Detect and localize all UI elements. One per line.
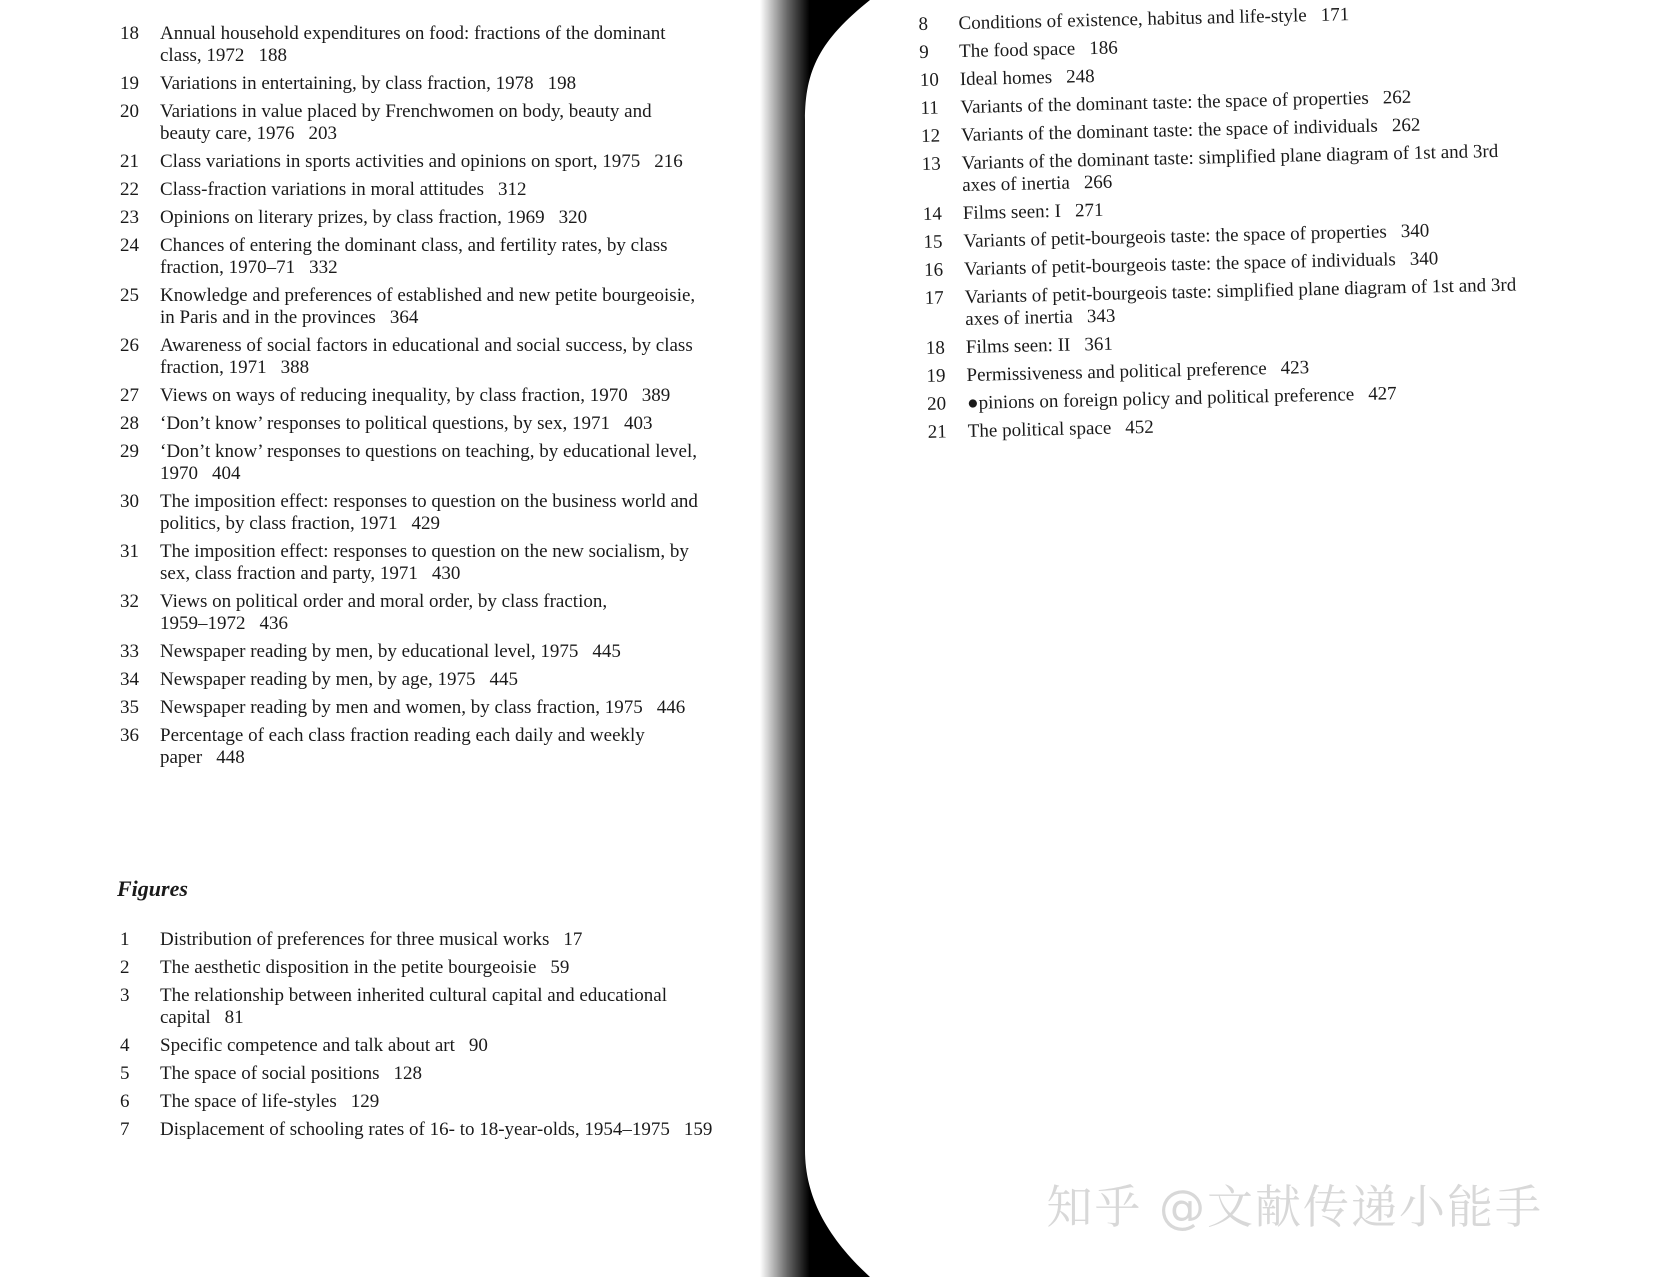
item-page-number: 90	[468, 1035, 488, 1056]
left-page	[0, 0, 770, 1277]
item-title-line1: Newspaper reading by men and women, by class fraction, 1975	[160, 697, 643, 718]
item-title-line2: fraction, 1970–71	[160, 257, 296, 278]
right-page	[830, 0, 1653, 1277]
item-page-number: 171	[1320, 4, 1350, 26]
item-number: 7	[120, 1119, 130, 1140]
item-number: 18	[925, 337, 946, 359]
item-title-line1: ‘Don’t know’ responses to questions on teaching, by educational level,	[160, 441, 697, 462]
item-title-line1: Variants of the dominant taste: the space of individuals	[960, 115, 1379, 147]
item-title-line1: The imposition effect: responses to question on the business world and	[160, 491, 698, 512]
item-number: 21	[120, 151, 139, 172]
item-title-line1: ●pinions on foreign policy and political preference	[966, 384, 1355, 414]
item-page-number: 403	[623, 413, 653, 434]
item-number: 26	[120, 335, 139, 356]
item-number: 31	[120, 541, 139, 562]
item-title-line1: Newspaper reading by men, by educational level, 1975	[160, 641, 579, 662]
item-page-number: 262	[1382, 86, 1412, 109]
item-title	[160, 957, 800, 979]
item-title	[160, 491, 800, 535]
item-title-line1: Variants of the dominant taste: simplified plane diagram of 1st and 3rd	[961, 140, 1499, 175]
item-page-number: 59	[550, 957, 570, 978]
item-title-line1: Displacement of schooling rates of 16- to 18-year-olds, 1954–1975	[160, 1119, 670, 1140]
item-title-line2: axes of inertia	[965, 306, 1074, 331]
item-page-number: 186	[1088, 37, 1118, 60]
item-page-number: 340	[1409, 248, 1439, 270]
item-title-line1: Class-fraction variations in moral attitudes	[160, 179, 484, 200]
item-number: 33	[120, 641, 139, 662]
watermark: 知乎 @文献传递小能手	[1046, 1180, 1543, 1234]
item-title	[965, 272, 1606, 331]
item-page-number: 266	[1083, 171, 1113, 194]
item-number: 19	[120, 73, 139, 94]
item-title	[160, 179, 800, 201]
item-number: 27	[120, 385, 139, 406]
item-title-line1: Variations in entertaining, by class fraction, 1978	[160, 73, 534, 94]
item-number: 23	[120, 207, 139, 228]
item-page-number: 388	[280, 357, 310, 378]
item-number: 25	[120, 285, 139, 306]
item-title	[160, 1091, 800, 1113]
item-title-line2: paper	[160, 747, 203, 768]
item-page-number: 332	[309, 257, 338, 278]
item-page-number: 262	[1391, 114, 1421, 137]
item-title-line2: in Paris and in the provinces	[160, 307, 376, 328]
item-page-number: 364	[389, 307, 419, 328]
item-page-number: 446	[656, 697, 686, 718]
item-page-number: 361	[1084, 333, 1114, 356]
item-number: 18	[120, 23, 139, 44]
item-title	[160, 285, 800, 329]
item-title	[160, 23, 800, 67]
item-title-line1: Distribution of preferences for three musical works	[160, 929, 550, 950]
item-title	[160, 73, 800, 95]
item-number: 10	[919, 69, 940, 91]
item-page-number: 389	[641, 385, 671, 406]
item-title-line2: sex, class fraction and party, 1971	[160, 563, 418, 584]
item-page-number: 271	[1074, 199, 1104, 222]
item-page-number: 17	[563, 929, 583, 950]
item-title-line2: politics, by class fraction, 1971	[160, 513, 398, 534]
item-page-number: 81	[224, 1007, 244, 1028]
item-number: 20	[926, 393, 947, 415]
item-title-line1: Films seen: I	[962, 200, 1062, 225]
item-title-line2: 1959–1972	[160, 613, 246, 634]
item-title-line1: The space of life-styles	[160, 1091, 337, 1112]
item-number: 16	[923, 259, 944, 281]
item-page-number: 452	[1125, 416, 1154, 439]
item-title-line1: Variants of the dominant taste: the space of properties	[960, 87, 1369, 119]
item-title-line1: Opinions on literary prizes, by class fraction, 1969	[160, 207, 545, 228]
item-title	[160, 151, 800, 173]
item-title-line1: The food space	[958, 38, 1076, 63]
item-title	[160, 929, 800, 951]
item-title	[961, 139, 1602, 198]
item-number: 30	[120, 491, 139, 512]
item-title	[160, 725, 800, 769]
item-title-line1: Variants of petit-bourgeois taste: simplified plane diagram of 1st and 3rd	[964, 274, 1517, 309]
item-page-number: 340	[1400, 220, 1430, 243]
item-page-number: 312	[497, 179, 527, 200]
item-title	[160, 669, 800, 691]
item-number: 9	[918, 41, 929, 63]
item-number: 17	[924, 287, 945, 309]
item-page-number: 423	[1280, 357, 1310, 379]
item-title-line1: Views on political order and moral order, by class fraction,	[160, 591, 608, 612]
item-number: 19	[926, 365, 946, 387]
item-page-number: 448	[216, 747, 245, 768]
item-title-line1: Newspaper reading by men, by age, 1975	[160, 669, 476, 690]
item-title	[160, 413, 800, 435]
item-page-number: 248	[1065, 66, 1095, 88]
item-title-line1: Ideal homes	[959, 66, 1053, 91]
item-page-number: 430	[431, 563, 461, 584]
item-number: 36	[120, 725, 139, 746]
item-number: 11	[920, 97, 939, 119]
item-title-line1: The relationship between inherited cultural capital and educational	[160, 985, 667, 1006]
item-page-number: 159	[683, 1119, 713, 1140]
item-number: 12	[920, 125, 941, 147]
item-title-line1: Specific competence and talk about art	[160, 1035, 455, 1056]
item-title-line1: The political space	[967, 417, 1112, 442]
item-number: 1	[120, 929, 130, 950]
item-title-line1: The space of social positions	[160, 1063, 380, 1084]
item-number: 8	[918, 13, 929, 35]
item-title-line1: Views on ways of reducing inequality, by class fraction, 1970	[160, 385, 628, 406]
item-page-number: 429	[411, 513, 440, 534]
item-title-line1: Awareness of social factors in educational and social success, by class	[160, 335, 693, 356]
item-number: 3	[120, 985, 130, 1006]
item-title	[160, 385, 800, 407]
item-title-line1: Class variations in sports activities and opinions on sport, 1975	[160, 151, 641, 172]
item-page-number: 188	[258, 45, 287, 66]
item-number: 6	[120, 1091, 130, 1112]
item-title-line1: Chances of entering the dominant class, and fertility rates, by class	[160, 235, 668, 256]
item-title	[160, 207, 800, 229]
item-page-number: 198	[547, 73, 577, 94]
item-title-line2: class, 1972	[160, 45, 245, 66]
item-page-number: 203	[308, 123, 338, 144]
item-title-line1: ‘Don’t know’ responses to political questions, by sex, 1971	[160, 413, 610, 434]
item-title-line1: Permissiveness and political preference	[966, 358, 1267, 386]
item-title-line2: capital	[160, 1007, 211, 1028]
item-title-line1: Conditions of existence, habitus and life-style	[958, 5, 1307, 35]
item-page-number: 128	[393, 1063, 423, 1084]
item-title-line1: The aesthetic disposition in the petite bourgeoisie	[160, 957, 537, 978]
item-page-number: 404	[212, 463, 241, 484]
item-title-line1: Films seen: II	[965, 334, 1071, 359]
item-page-number: 320	[558, 207, 588, 228]
item-number: 5	[120, 1063, 130, 1084]
item-title-line1: Percentage of each class fraction reading each daily and weekly	[160, 725, 645, 746]
item-title-line1: Annual household expenditures on food: fractions of the dominant	[160, 23, 666, 44]
item-title	[160, 1119, 800, 1141]
item-number: 22	[120, 179, 139, 200]
item-title-line1: Variants of petit-bourgeois taste: the space of individuals	[963, 249, 1397, 281]
item-number: 14	[922, 203, 943, 225]
item-page-number: 427	[1367, 383, 1397, 405]
item-title-line1: Variations in value placed by Frenchwomen on body, beauty and	[160, 101, 652, 122]
item-title	[160, 641, 800, 663]
item-number: 13	[921, 153, 941, 175]
item-title-line1: The imposition effect: responses to question on the new socialism, by	[160, 541, 689, 562]
item-page-number: 129	[350, 1091, 380, 1112]
item-number: 15	[923, 231, 943, 253]
item-title-line1: Variants of petit-bourgeois taste: the space of properties	[963, 221, 1387, 253]
item-title	[160, 1035, 800, 1057]
item-title-line2: fraction, 1971	[160, 357, 267, 378]
item-page-number: 436	[259, 613, 288, 634]
item-number: 21	[927, 421, 948, 443]
item-page-number: 343	[1086, 305, 1116, 328]
item-number: 35	[120, 697, 139, 718]
item-title-line2: 1970	[160, 463, 198, 484]
item-page-number: 445	[592, 641, 621, 662]
item-title	[160, 541, 800, 585]
item-title	[160, 335, 800, 379]
item-number: 2	[120, 957, 130, 978]
item-title-line1: Knowledge and preferences of established and new petite bourgeoisie,	[160, 285, 696, 306]
item-number: 4	[120, 1035, 130, 1056]
item-number: 32	[120, 591, 139, 612]
item-number: 20	[120, 101, 139, 122]
item-title	[160, 101, 800, 145]
item-number: 24	[120, 235, 139, 256]
item-title	[160, 235, 800, 279]
item-title	[160, 697, 800, 719]
item-title-line2: axes of inertia	[961, 172, 1071, 197]
item-title	[160, 591, 800, 635]
item-page-number: 216	[654, 151, 683, 172]
item-title-line2: beauty care, 1976	[160, 123, 295, 144]
item-page-number: 445	[489, 669, 519, 690]
item-title	[160, 441, 800, 485]
item-number: 29	[120, 441, 139, 462]
item-number: 28	[120, 413, 139, 434]
item-title	[160, 985, 800, 1029]
figures-heading: Figures	[117, 876, 188, 901]
item-number: 34	[120, 669, 139, 690]
item-title	[160, 1063, 800, 1085]
